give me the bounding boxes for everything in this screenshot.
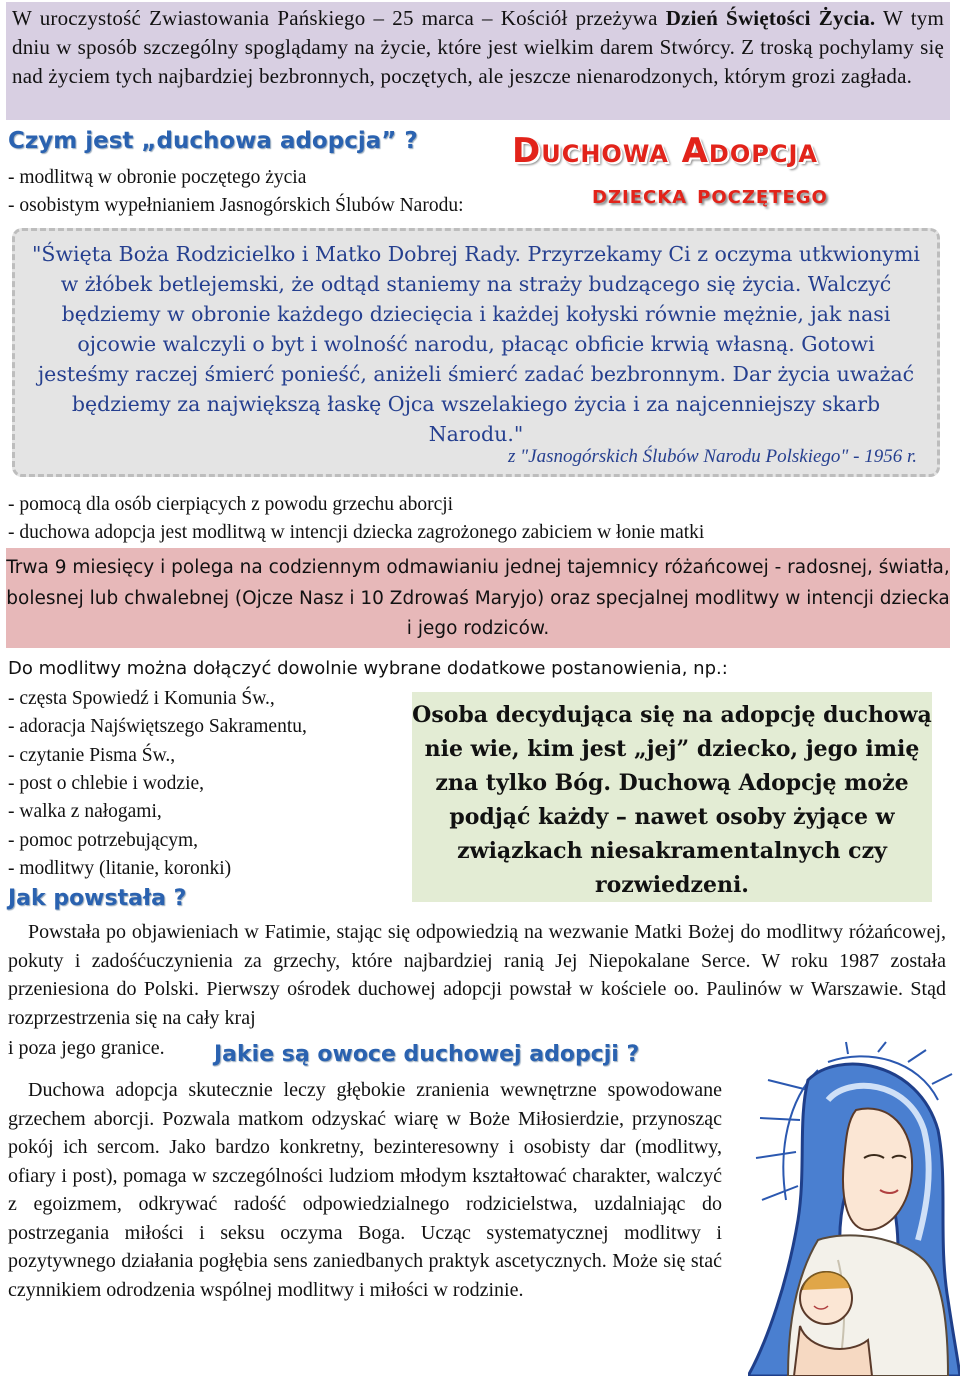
vow-box: [12, 228, 940, 477]
intro-box: [6, 2, 950, 120]
heading-origin: Jak powstała ?: [8, 886, 187, 911]
resolution-item: - pomoc potrzebującym,: [8, 830, 199, 851]
what-item-1: - modlitwą w obronie poczętego życia: [8, 167, 307, 188]
what-item-2: - osobistym wypełnianiem Jasnogórskich Ślubów Narodu:: [8, 195, 464, 216]
origin-paragraph: Powstała po objawieniach w Fatimie, stając się odpowiedzią na wezwanie Matki Bożej do modlitwy różańcowej, pokuty i zadośćuczynienia za grzechy, które najbardziej ranią Jej Niepokalane Serce. W roku 1987 została przeniesiona do Polski. Pierwszy ośrodek duchowej adopcji powstał w kościele oo. Paulinów w Warszawie. Stąd rozprzestrzenia się na cały kraj: [8, 921, 946, 1029]
intro-bold: Dzień Świętości Życia.: [665, 6, 876, 30]
intro-text: W uroczystość Zwiastowania Pańskiego – 25 marca – Kościół przeżywa: [12, 6, 666, 30]
resolution-item: - walka z nałogami,: [8, 801, 162, 822]
heading-what-is: Czym jest „duchowa adopcja” ?: [8, 128, 418, 154]
adoption-note-box: Osoba decydująca się na adopcję duchową nie wie, kim jest „jej” dziecko, jego imię zna tylko Bóg. Duchową Adopcję może podjąć każdy – nawet osoby żyjące w związkach niesakramentalnych czy rozwiedzeni.: [412, 692, 932, 902]
resolutions-heading: Do modlitwy można dołączyć dowolnie wybrane dodatkowe postanowienia, np.:: [8, 658, 728, 679]
more-item-2: - duchowa adopcja jest modlitwą w intencji dziecka zagrożonego zabiciem w łonie matki: [8, 522, 705, 543]
title-line-1: Duchowa Adopcja: [512, 131, 818, 171]
fruits-paragraph: Duchowa adopcja skutecznie leczy głębokie zranienia wewnętrzne spowodowane grzechem aborcji. Pozwala matkom odzyskać wiarę w Boże Miłosierdzie, przynosząc pokój ich sercom. Jako bardzo konkretny, bezinteresowny i osobisty dar (modlitwy, ofiary i post), pomaga w szczególności ludziom młodym kształtować charakter, walczyć z egoizmem, odkrywać radość odpowiedzialnego rodzicielstwa, uzdalniając do postrzegania miłości i seksu oczyma Boga. Ucząc systematycznej modlitwy i pozytywnego działania pogłębia sens zaniedbanych praktyk ascetycznych. Może się stać czynnikiem odrodzenia wspólnej modlitwy i miłości w rodzinie.: [8, 1079, 722, 1301]
resolution-item: - post o chlebie i wodzie,: [8, 773, 205, 794]
resolution-item: - adoracja Najświętszego Sakramentu,: [8, 716, 307, 737]
madonna-illustration: [748, 1040, 960, 1376]
origin-tail: i poza jego granice.: [8, 1037, 165, 1059]
resolution-item: - czytanie Pisma Św.,: [8, 745, 176, 766]
resolution-item: - modlitwy (litanie, koronki): [8, 858, 232, 879]
vow-text: "Święta Boża Rodzicielko i Matko Dobrej Rady. Przyrzekamy Ci z oczyma utkwionymi w żłóbek betlejemski, że odtąd staniemy na straży budzącego się życia. Walczyć będziemy w obronie każdego dziecięcia i każdej kołyski równie mężnie, jak nasi ojcowie walczyli o byt i wolność narodu, płacąc obficie krwią własną. Gotowi jesteśmy raczej śmierć ponieść, aniżeli śmierć zadać bezbronnym. Dar życia uważać będziemy za największą łaskę Ojca wszelakiego życia i za najcenniejszy skarb Narodu.": [32, 242, 920, 446]
duration-box: Trwa 9 miesięcy i polega na codziennym odmawianiu jednej tajemnicy różańcowej - radosnej, światła, bolesnej lub chwalebnej (Ojcze Nasz i 10 Zdrowaś Maryjo) oraz specjalnej modlitwy w intencji dziecka i jego rodziców.: [6, 548, 950, 648]
more-item-1: - pomocą dla osób cierpiących z powodu grzechu aborcji: [8, 494, 454, 515]
resolution-item: - częsta Spowiedź i Komunia Św.,: [8, 688, 275, 709]
vow-source: z "Jasnogórskich Ślubów Narodu Polskiego" - 1956 r.: [508, 446, 917, 467]
heading-fruits: Jakie są owoce duchowej adopcji ?: [214, 1042, 640, 1067]
intro-text-2: W tym dniu w sposób szczególny spoglądamy na życie, które jest wielkim darem Stwórcy. Z troską pochylamy się nad życiem tych najbardziej bezbronnych, poczętych, ale jeszcze nienarodzonych, którym grozi zagłada.: [12, 6, 944, 88]
title-line-2: dziecka poczętego: [592, 180, 828, 210]
